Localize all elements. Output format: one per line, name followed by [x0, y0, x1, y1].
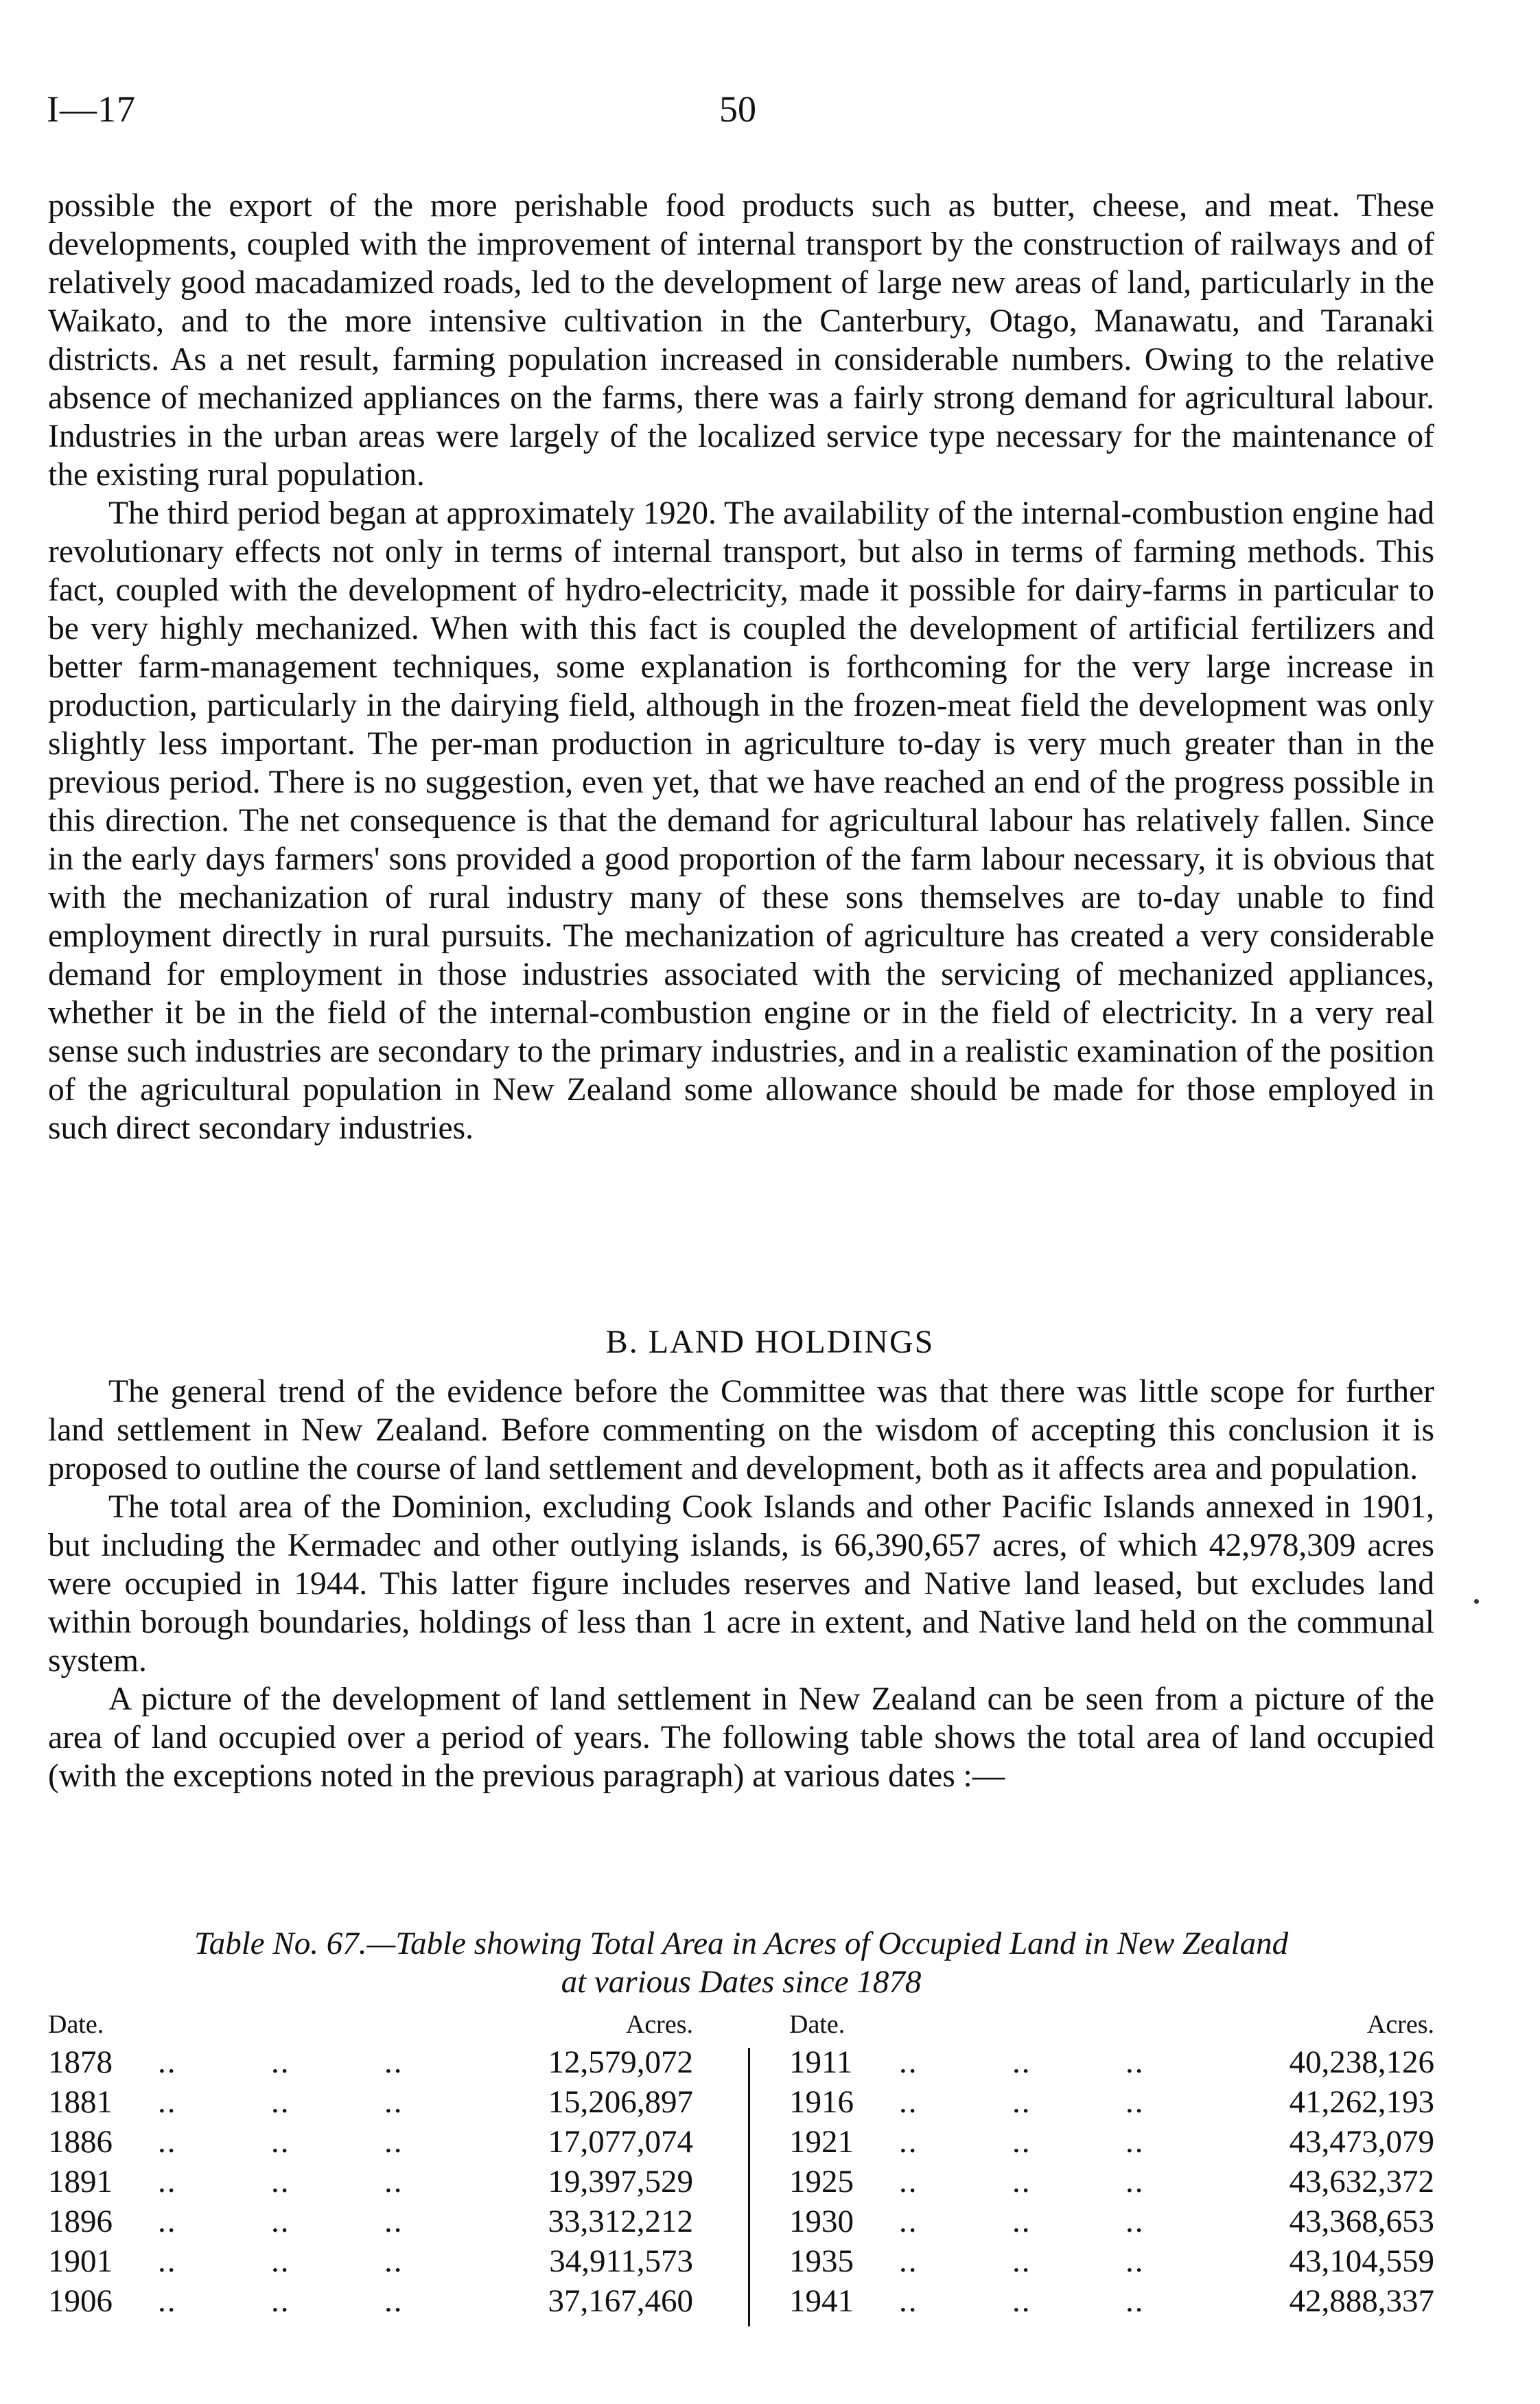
table-row — [789, 2162, 1448, 2202]
table-caption-line: at various Dates since 1878 — [561, 1964, 922, 2000]
row-date: 1901 — [48, 2243, 113, 2279]
table-row — [48, 2202, 707, 2241]
row-acres: 43,473,079 — [1289, 2124, 1434, 2160]
dot-leader: .. .. .. — [899, 2204, 1145, 2239]
dot-leader: .. .. .. — [158, 2164, 404, 2199]
section-heading: B. LAND HOLDINGS — [605, 1324, 935, 1360]
table-row — [789, 2082, 1448, 2122]
page-header — [47, 88, 1433, 136]
table-row — [48, 2082, 707, 2122]
row-acres: 33,312,212 — [548, 2204, 693, 2239]
row-acres: 19,397,529 — [548, 2164, 693, 2199]
table-row — [789, 2042, 1448, 2082]
dot-leader: .. .. .. — [158, 2084, 404, 2120]
table-column-left — [48, 2009, 707, 2321]
body-text-land-holdings — [48, 1373, 1434, 1795]
row-date: 1881 — [48, 2084, 113, 2120]
date-column-header: Date. — [789, 2010, 845, 2039]
table-caption — [48, 1924, 1434, 2001]
row-date: 1906 — [48, 2283, 113, 2319]
row-acres: 43,368,653 — [1289, 2204, 1434, 2239]
table-row — [48, 2162, 707, 2202]
row-date: 1896 — [48, 2204, 113, 2239]
table-header-row — [48, 2009, 707, 2042]
dot-leader: .. .. .. — [158, 2283, 404, 2319]
dot-leader: .. .. .. — [899, 2164, 1145, 2199]
page-number: 50 — [719, 89, 756, 130]
dot-leader: .. .. .. — [899, 2044, 1145, 2080]
row-date: 1891 — [48, 2164, 113, 2199]
column-divider — [748, 2048, 750, 2326]
dot-leader: .. .. .. — [158, 2243, 404, 2279]
row-date: 1878 — [48, 2044, 113, 2080]
dot-leader: .. .. .. — [158, 2124, 404, 2160]
scan-speck — [1474, 1599, 1479, 1604]
row-date: 1921 — [789, 2124, 854, 2160]
table-row — [789, 2241, 1448, 2281]
table-column-right — [789, 2009, 1448, 2321]
row-acres: 42,888,337 — [1289, 2283, 1434, 2319]
dot-leader: .. .. .. — [158, 2204, 404, 2239]
table-caption-line: Table No. 67.—Table showing Total Area in Acres of Occupied Land in New Zealand — [194, 1926, 1289, 1961]
table-row — [48, 2042, 707, 2082]
row-acres: 40,238,126 — [1289, 2044, 1434, 2080]
row-date: 1930 — [789, 2204, 854, 2239]
row-date: 1925 — [789, 2164, 854, 2199]
dot-leader: .. .. .. — [899, 2283, 1145, 2319]
row-acres: 34,911,573 — [549, 2243, 693, 2279]
row-acres: 43,104,559 — [1289, 2243, 1434, 2279]
row-date: 1911 — [789, 2044, 853, 2080]
paragraph: A picture of the development of land settlement in New Zealand can be seen from a picture of the area of land occupied over a period of years. The following table shows the total area of land occupied (with the exceptions noted in the previous paragraph) at various dates :— — [48, 1681, 1434, 1794]
acres-column-header: Acres. — [625, 2010, 693, 2039]
dot-leader: .. .. .. — [158, 2044, 404, 2080]
row-date: 1886 — [48, 2124, 113, 2160]
table-row — [48, 2241, 707, 2281]
row-date: 1935 — [789, 2243, 854, 2279]
table-header-row — [789, 2009, 1448, 2042]
acres-column-header: Acres. — [1366, 2010, 1434, 2039]
dot-leader: .. .. .. — [899, 2124, 1145, 2160]
row-date: 1941 — [789, 2283, 854, 2319]
row-acres: 15,206,897 — [548, 2084, 693, 2120]
row-acres: 41,262,193 — [1289, 2084, 1434, 2120]
row-date: 1916 — [789, 2084, 854, 2120]
paragraph: The third period began at approximately 1920. The availability of the internal-combustion engine had revolutionary effects not only in terms of internal transport, but also in terms of farming methods. This fact, coupled with the development of hydro-electricity, made it possible for dairy-farms in particular to be very highly mechanized. When with this fact is coupled the development of artificial fertilizers and better farm-management techniques, some explanation is forthcoming for the very large increase in production, particularly in the dairying field, although in the frozen-meat field the development was only slightly less important. The per-man production in agriculture to-day is very much greater than in the previous period. There is no suggestion, even yet, that we have reached an end of the progress possible in this direction. The net consequence is that the demand for agricultural labour has relatively fallen. Since in the early days farmers' sons provided a good proportion of the farm labour necessary, it is obvious that with the mechanization of rural industry many of these sons themselves are to-day unable to find employment directly in rural pursuits. The mechanization of agriculture has created a very considerable demand for employment in those industries associated with the servicing of mechanized appliances, whether it be in the field of the internal-combustion engine or in the field of electricity. In a very real sense such industries are secondary to the primary industries, and in a realistic examination of the position of the agricultural population in New Zealand some allowance should be made for those employed in such direct secondary industries. — [48, 495, 1434, 1146]
table-row — [789, 2122, 1448, 2162]
body-text-section-a — [48, 187, 1434, 1147]
date-column-header: Date. — [48, 2010, 104, 2039]
table-row — [48, 2281, 707, 2321]
row-acres: 17,077,074 — [548, 2124, 693, 2160]
table-row — [48, 2122, 707, 2162]
row-acres: 12,579,072 — [548, 2044, 693, 2080]
dot-leader: .. .. .. — [899, 2084, 1145, 2120]
dot-leader: .. .. .. — [899, 2243, 1145, 2279]
table-row — [789, 2281, 1448, 2321]
paragraph: The general trend of the evidence before the Committee was that there was little scope for further land settlement in New Zealand. Before commenting on the wisdom of accepting this conclusion it is proposed to outline the course of land settlement and development, both as it affects area and population. — [48, 1374, 1434, 1486]
table-row — [789, 2202, 1448, 2241]
row-acres: 43,632,372 — [1289, 2164, 1434, 2199]
paragraph: The total area of the Dominion, excluding Cook Islands and other Pacific Islands annexed in 1901, but including the Kermadec and other outlying islands, is 66,390,657 acres, of which 42,978,309 acres were occupied in 1944. This latter figure includes reserves and Native land leased, but excludes land within borough boundaries, holdings of less than 1 acre in extent, and Native land held on the communal system. — [48, 1489, 1434, 1679]
row-acres: 37,167,460 — [548, 2283, 693, 2319]
paragraph: possible the export of the more perishable food products such as butter, cheese, and meat. These developments, coupled with the improvement of internal transport by the construction of railways and of relatively good macadamized roads, led to the development of large new areas of land, particularly in the Waikato, and to the more intensive cultivation in the Canterbury, Otago, Manawatu, and Taranaki districts. As a net result, farming population increased in considerable numbers. Owing to the relative absence of mechanized appliances on the farms, there was a fairly strong demand for agricultural labour. Industries in the urban areas were largely of the localized service type necessary for the maintenance of the existing rural population. — [48, 188, 1434, 493]
document-reference: I—17 — [47, 89, 136, 130]
